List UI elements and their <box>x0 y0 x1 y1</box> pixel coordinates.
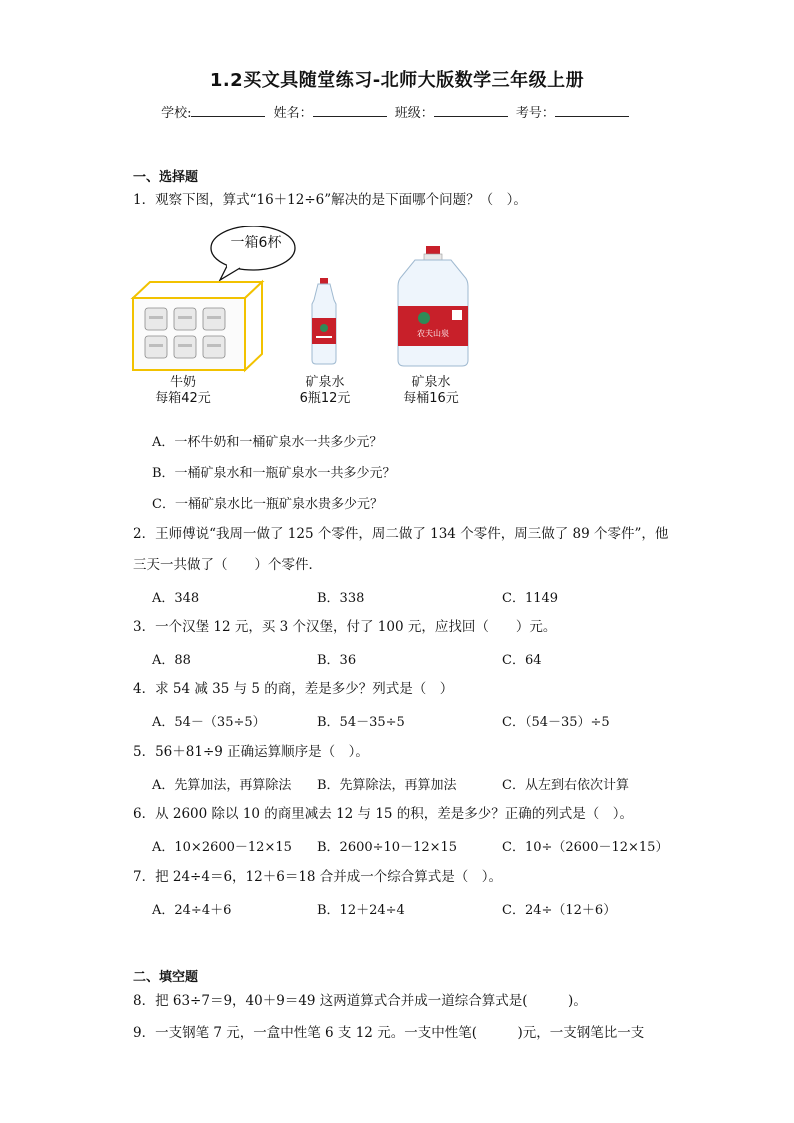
worksheet-title: 1.2买文具随堂练习-北师大版数学三年级上册 <box>209 70 585 91</box>
q7-option-b[interactable]: B．12＋24÷4 <box>317 903 405 918</box>
q7-option-c[interactable]: C．24÷（12＋6） <box>502 903 617 918</box>
question-2-line-1: 2．王师傅说“我周一做了 125 个零件，周二做了 134 个零件，周三做了 89 个零件”，他 <box>133 526 669 542</box>
small-water-bottle-icon <box>312 278 336 364</box>
question-3: 3．一个汉堡 12 元，买 3 个汉堡，付了 100 元，应找回（ ）元。 <box>133 619 557 635</box>
q2-option-c[interactable]: C．1149 <box>502 591 559 606</box>
big-bottle-caption <box>393 375 469 407</box>
q3-option-b[interactable]: B．36 <box>317 653 357 668</box>
small-bottle-price: 6瓶12元 <box>299 391 351 406</box>
question-7: 7．把 24÷4＝6，12＋6＝18 合并成一个综合算式是（ ）。 <box>133 869 503 885</box>
question-9: 9．一支钢笔 7 元，一盒中性笔 6 支 12 元。一支中性笔( )元，一支钢笔比一支 <box>133 1025 645 1041</box>
q6-option-b[interactable]: B．2600÷10－12×15 <box>317 840 458 855</box>
student-info-line <box>0 102 794 121</box>
question-1: 1．观察下图，算式“16＋12÷6”解决的是下面哪个问题？（ ）。 <box>133 192 527 208</box>
milk-name: 牛奶 <box>169 375 196 390</box>
exam-number-label: 考号： <box>515 106 555 121</box>
q4-option-a[interactable]: A．54－（35÷5） <box>152 715 266 730</box>
milk-price: 每箱42元 <box>155 391 211 406</box>
q5-option-a[interactable]: A．先算加法，再算除法 <box>152 778 292 793</box>
q2-option-b[interactable]: B．338 <box>317 591 365 606</box>
q5-option-c[interactable]: C．从左到右依次计算 <box>502 778 629 793</box>
q1-option-a[interactable]: A．一杯牛奶和一桶矿泉水一共多少元？ <box>152 435 383 450</box>
school-blank[interactable] <box>191 104 265 117</box>
q7-option-a[interactable]: A．24÷4＋6 <box>152 903 232 918</box>
question-8: 8．把 63÷7＝9，40＋9＝49 这两道算式合并成一道综合算式是( )。 <box>133 993 587 1009</box>
q4-option-b[interactable]: B．54－35÷5 <box>317 715 405 730</box>
class-label: 班级： <box>394 106 434 121</box>
milk-box-icon <box>133 282 262 370</box>
q1-option-c[interactable]: C．一桶矿泉水比一瓶矿泉水贵多少元？ <box>152 497 383 512</box>
name-blank[interactable] <box>313 104 387 117</box>
q5-option-b[interactable]: B．先算除法，再算加法 <box>317 778 457 793</box>
question-2-line-2: 三天一共做了（ ）个零件． <box>133 557 322 573</box>
small-bottle-name: 矿泉水 <box>305 375 345 390</box>
question-6: 6．从 2600 除以 10 的商里减去 12 与 15 的积，差是多少？正确的列式是（ ）。 <box>133 806 634 822</box>
q6-option-a[interactable]: A．10×2600－12×15 <box>152 840 292 855</box>
q1-option-b[interactable]: B．一桶矿泉水和一瓶矿泉水一共多少元？ <box>152 466 396 481</box>
big-bottle-name: 矿泉水 <box>411 375 451 390</box>
big-water-bucket-icon <box>398 246 468 366</box>
big-bottle-price: 每桶16元 <box>403 391 459 406</box>
name-label: 姓名： <box>273 106 313 121</box>
bubble-text: 一箱6杯 <box>230 235 282 251</box>
exam-number-blank[interactable] <box>555 104 629 117</box>
q3-option-c[interactable]: C．64 <box>502 653 542 668</box>
q3-option-a[interactable]: A．88 <box>152 653 191 668</box>
question-4: 4．求 54 减 35 与 5 的商，差是多少？列式是（ ） <box>133 681 454 697</box>
question-1-figure <box>130 226 470 411</box>
school-label: 学校: <box>161 106 192 121</box>
milk-caption <box>148 375 218 407</box>
small-bottle-caption <box>290 375 360 407</box>
question-5: 5．56＋81÷9 正确运算顺序是（ ）。 <box>133 744 369 760</box>
section-fill-title: 二、填空题 <box>133 970 199 985</box>
q6-option-c[interactable]: C．10÷（2600－12×15） <box>502 840 669 855</box>
bottle-brand-label: 农夫山泉 <box>417 329 449 338</box>
section-choice-title: 一、选择题 <box>133 170 199 185</box>
q2-option-a[interactable]: A．348 <box>152 591 200 606</box>
class-blank[interactable] <box>434 104 508 117</box>
q4-option-c[interactable]: C．（54－35）÷5 <box>502 715 610 730</box>
